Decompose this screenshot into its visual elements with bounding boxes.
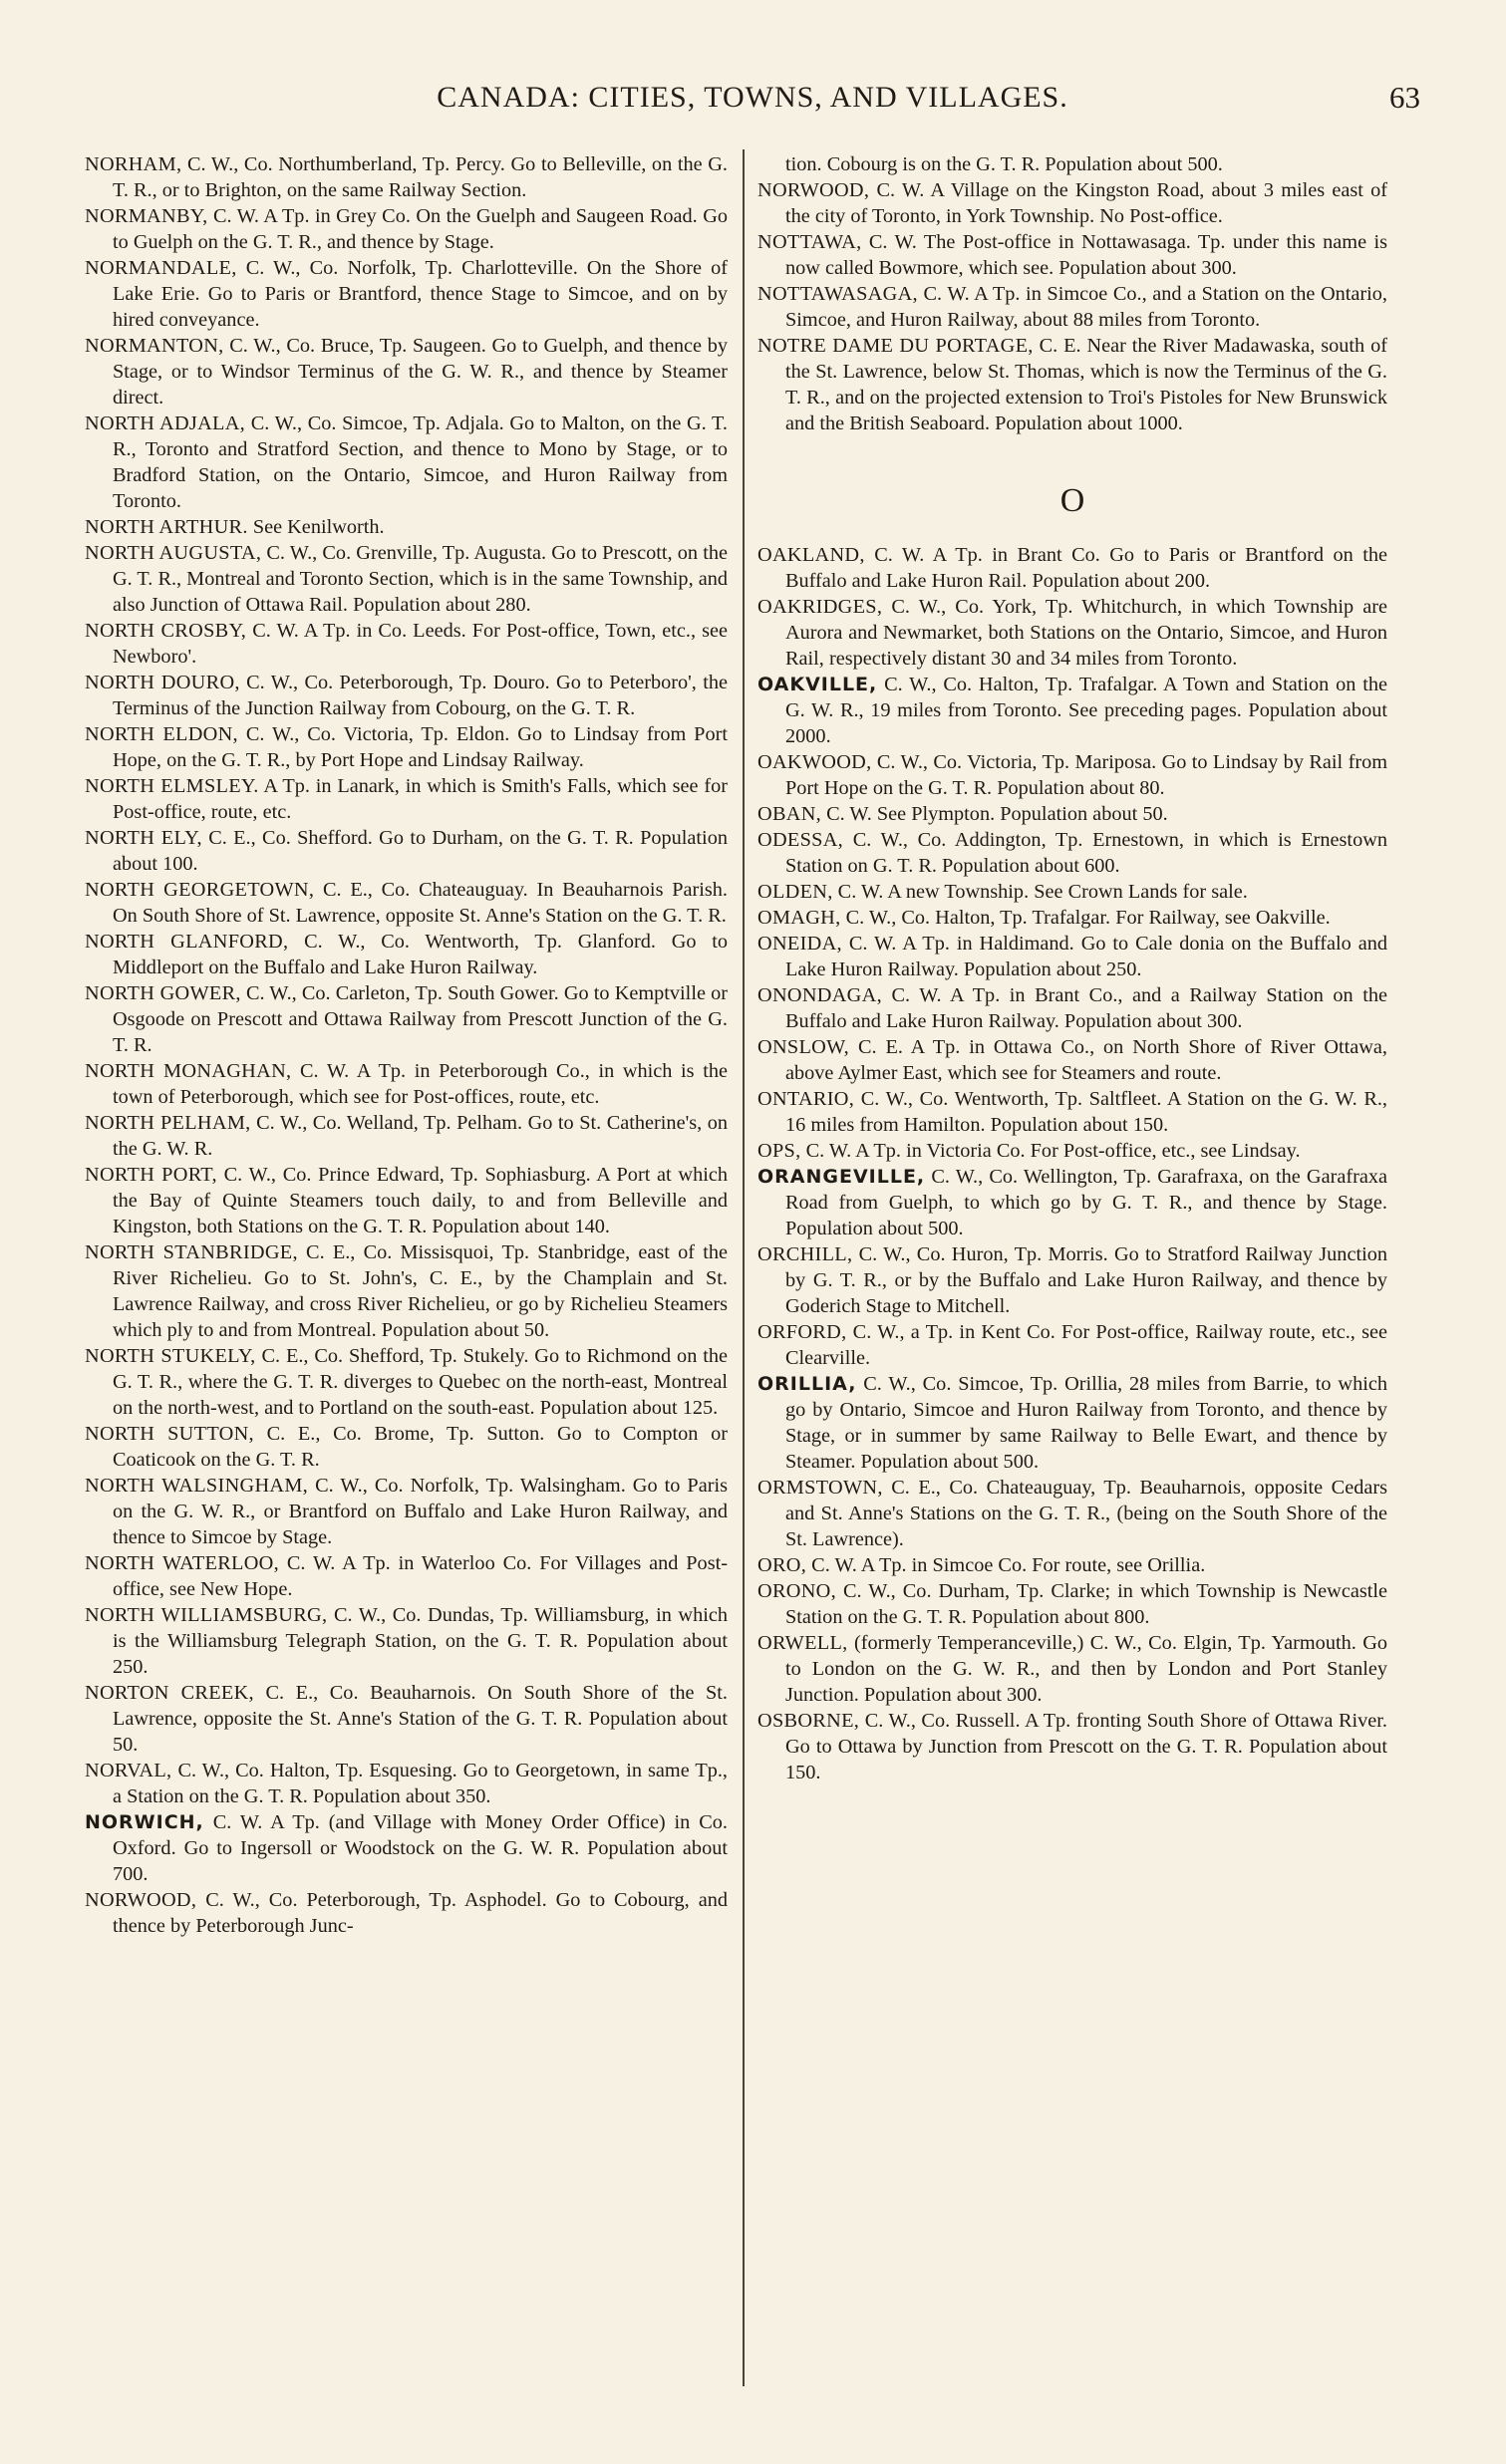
gazetteer-entry [757, 1552, 1387, 1578]
continued-entry-text: tion. Cobourg is on the G. T. R. Population about 500. [785, 153, 1223, 175]
entry-description: C. W., Co. Grenville, Tp. Augusta. Go to Prescott, on the G. T. R., Montreal and Toronto Section, which is in the same Township, and also Junction of Ottawa Rail. Population about 280. [113, 542, 728, 616]
entry-description: C. W. A Tp. in Simcoe Co., and a Station on the Ontario, Simcoe, and Huron Railway, about 88 miles from Toronto. [785, 283, 1387, 331]
entry-place-name: NORTH GOWER, [85, 982, 241, 1004]
gazetteer-entry [85, 1162, 728, 1239]
gazetteer-entry [85, 151, 728, 203]
gazetteer-entry [757, 1164, 1387, 1241]
gazetteer-entry [85, 1058, 728, 1110]
entry-place-name: ORWELL, [757, 1632, 848, 1654]
entry-place-name: NORTH ADJALA, [85, 412, 246, 434]
gazetteer-entry [85, 1809, 728, 1887]
entry-description: C. W. A Tp. in Haldimand. Go to Cale donia on the Buffalo and Lake Huron Railway. Population about 250. [785, 933, 1387, 980]
entry-description: (formerly Temperanceville,) C. W., Co. Elgin, Tp. Yarmouth. Go to London on the G. W. R., and then by London and Port Stanley Junction. Population about 300. [785, 1632, 1387, 1706]
gazetteer-entry [85, 203, 728, 255]
entry-place-name: ORANGEVILLE, [757, 1166, 926, 1188]
entry-description: C. W. A Tp. in Simcoe Co. For route, see Orillia. [811, 1554, 1206, 1576]
entry-description: C. W., Co. Norfolk, Tp. Charlotteville. On the Shore of Lake Erie. Go to Paris or Brantford, thence Stage to Simcoe, and on by hired conveyance. [113, 257, 728, 331]
entry-description: C. W. A Tp. in Grey Co. On the Guelph and Saugeen Road. Go to Guelph on the G. T. R., and thence by Stage. [113, 205, 728, 253]
gazetteer-entry [85, 825, 728, 877]
entry-place-name: ORONO, [757, 1580, 836, 1602]
entry-description: C. E., Co. Brome, Tp. Sutton. Go to Compton or Coaticook on the G. T. R. [113, 1423, 729, 1471]
gazetteer-entry [757, 827, 1387, 879]
entry-description: C. W. A new Township. See Crown Lands for sale. [837, 881, 1248, 903]
gazetteer-entry [757, 1371, 1387, 1475]
entry-description: C. W., Co. Welland, Tp. Pelham. Go to St. Catherine's, on the G. W. R. [113, 1112, 729, 1160]
entry-place-name: NORTH STUKELY, [85, 1345, 256, 1367]
entry-place-name: NORTH MONAGHAN, [85, 1060, 292, 1082]
entry-place-name: ONEIDA, [757, 933, 842, 955]
gazetteer-entry [757, 1319, 1387, 1371]
gazetteer-entry [85, 1602, 728, 1680]
entry-description: C. W., Co. Norfolk, Tp. Walsingham. Go to Paris on the G. W. R., or Brantford on Buffalo and Lake Huron Railway, and thence to Simcoe by Stage. [113, 1475, 728, 1548]
gazetteer-entry [757, 905, 1387, 931]
gazetteer-entry [85, 333, 728, 411]
entry-place-name: NOTTAWA, [757, 231, 862, 253]
entry-description: C. W., Co. Simcoe, Tp. Adjala. Go to Malton, on the G. T. R., Toronto and Stratford Section, and thence to Mono by Stage, or to Bradford Station, on the Ontario, Simcoe, and Huron Railway from Toronto. [113, 412, 728, 512]
entry-description: C. W., Co. Carleton, Tp. South Gower. Go to Kemptville or Osgoode on Prescott and Ottawa Railway from Prescott Junction of the G. T. R. [113, 982, 728, 1056]
entry-description: C. W., Co. Halton, Tp. Trafalgar. For Railway, see Oakville. [845, 907, 1331, 929]
entry-place-name: NOTRE DAME DU PORTAGE, [757, 335, 1034, 357]
entry-description: C. W., Co. Prince Edward, Tp. Sophiasburg. A Port at which the Bay of Quinte Steamers touch daily, to and from Belleville and Kingston, both Stations on the G. T. R. Population about 140. [113, 1164, 728, 1237]
page-header [85, 76, 1420, 120]
entry-place-name: NORTH GEORGETOWN, [85, 879, 315, 901]
entry-description: C. W., Co. Halton, Tp. Esquesing. Go to Georgetown, in same Tp., a Station on the G. T. R. Population about 350. [113, 1760, 728, 1807]
entry-description: C. E., Co. Shefford, Tp. Stukely. Go to Richmond on the G. T. R., where the G. T. R. diverges to Quebec on the north-east, Montreal on the north-west, and to Portland on the south-east. Population about 125. [113, 1345, 729, 1419]
entry-place-name: OAKRIDGES, [757, 596, 883, 618]
right-entries-n [757, 177, 1387, 436]
entry-description: C. W., Co. Victoria, Tp. Mariposa. Go to Lindsay by Rail from Port Hope on the G. T. R. Population about 80. [785, 751, 1387, 799]
entry-place-name: ORMSTOWN, [757, 1477, 883, 1499]
entry-description: C. W., Co. Wentworth, Tp. Saltfleet. A Station on the G. W. R., 16 miles from Hamilton. Population about 150. [785, 1088, 1387, 1136]
entry-description: C. W., Co. Dundas, Tp. Williamsburg, in which is the Williamsburg Telegraph Station, on the G. T. R. Population about 250. [113, 1604, 728, 1678]
page-number: 63 [1389, 80, 1420, 115]
entry-description: C. W. A Tp. in Co. Leeds. For Post-office, Town, etc., see Newboro'. [113, 620, 728, 668]
gazetteer-entry [85, 929, 728, 980]
entry-place-name: ORCHILL, [757, 1243, 853, 1265]
gazetteer-entry [757, 229, 1387, 281]
entry-description: C. W., Co. Victoria, Tp. Eldon. Go to Lindsay from Port Hope, on the G. T. R., by Port Hope and Lindsay Railway. [113, 723, 728, 771]
entry-place-name: NORTH ELY, [85, 827, 202, 849]
entry-description: C. W. A Tp. in Brant Co., and a Railway Station on the Buffalo and Lake Huron Railway. Population about 300. [785, 984, 1387, 1032]
entry-description: C. W. The Post-office in Nottawasaga. Tp. under this name is now called Bowmore, which see. Population about 300. [785, 231, 1387, 279]
entry-place-name: NORTH GLANFORD, [85, 931, 289, 953]
entry-description: C. W. A Tp. in Brant Co. Go to Paris or Brantford on the Buffalo and Lake Huron Rail. Population about 200. [785, 544, 1387, 592]
entry-place-name: OAKLAND, [757, 544, 865, 566]
entry-description: C. W., Co. Durham, Tp. Clarke; in which Township is Newcastle Station on the G. T. R. Population about 800. [785, 1580, 1387, 1628]
entry-description: C. W., Co. Simcoe, Tp. Orillia, 28 miles from Barrie, to which go by Ontario, Simcoe and Huron Railway from Toronto, and thence by Stage, or in summer by same Railway to Belle Ewart, and thence by Steamer. Population about 500. [785, 1373, 1387, 1473]
gazetteer-entry [85, 1680, 728, 1758]
entry-place-name: NORWOOD, [757, 179, 870, 201]
gazetteer-entry [85, 1421, 728, 1473]
gazetteer-entry [85, 980, 728, 1058]
entry-place-name: NORTH PELHAM, [85, 1112, 251, 1134]
entry-description: C. W., Co. Bruce, Tp. Saugeen. Go to Guelph, and thence by Stage, or to Windsor Terminus of the G. W. R., and thence by Steamer direct. [113, 335, 728, 409]
entry-place-name: ONSLOW, [757, 1036, 850, 1058]
entry-description: C. W., Co. Addington, Tp. Ernestown, in which is Ernestown Station on G. T. R. Population about 600. [785, 829, 1387, 877]
gazetteer-entry [757, 931, 1387, 982]
running-title: CANADA: CITIES, TOWNS, AND VILLAGES. [437, 81, 1068, 114]
entry-place-name: OPS, [757, 1140, 801, 1162]
entry-place-name: NORTH WATERLOO, [85, 1552, 279, 1574]
entry-place-name: NORVAL, [85, 1760, 172, 1781]
gazetteer-entry [757, 1708, 1387, 1785]
entry-description: A Tp. in Lanark, in which is Smith's Falls, which see for Post-office, route, etc. [113, 775, 728, 823]
column-divider [743, 149, 745, 2386]
entry-place-name: OSBORNE, [757, 1710, 860, 1732]
entry-place-name: OBAN, [757, 803, 822, 825]
gazetteer-entry [85, 670, 728, 721]
entry-description: C. E., Co. Chateauguay, Tp. Beauharnois, opposite Cedars and St. Anne's Stations on the G. T. R., (being on the South Shore of the St. Lawrence). [785, 1477, 1387, 1550]
right-column [757, 151, 1387, 1785]
right-entries-o [757, 542, 1387, 1785]
gazetteer-entry [757, 281, 1387, 333]
entry-description: C. W. A Tp. in Waterloo Co. For Villages and Post-office, see New Hope. [113, 1552, 728, 1600]
gazetteer-entry [757, 594, 1387, 672]
gazetteer-entry [757, 333, 1387, 436]
entry-place-name: NORTH DOURO, [85, 672, 240, 693]
entry-place-name: NORMANTON, [85, 335, 224, 357]
entry-description: C. W., Co. Wellington, Tp. Garafraxa, on the Garafraxa Road from Guelph, to which go by G. T. R., and thence by Stage. Population about 500. [785, 1166, 1387, 1239]
entry-description: C. E., Co. Shefford. Go to Durham, on the G. T. R. Population about 100. [113, 827, 728, 875]
gazetteer-entry [85, 721, 728, 773]
gazetteer-entry [757, 1475, 1387, 1552]
entry-description: C. E., Co. Missisquoi, Tp. Stanbridge, east of the River Richelieu. Go to St. John's, C. E., by the Champlain and St. Lawrence Railway, and cross River Richelieu, or go by Richelieu Steamers which ply to and from Montreal. Population about 50. [113, 1241, 728, 1341]
entry-place-name: ONTARIO, [757, 1088, 855, 1110]
entry-description: C. W., a Tp. in Kent Co. For Post-office, Railway route, etc., see Clearville. [785, 1321, 1387, 1369]
gazetteer-entry [757, 1034, 1387, 1086]
entry-place-name: NORTH WALSINGHAM, [85, 1475, 309, 1497]
entry-place-name: NORTH PORT, [85, 1164, 217, 1186]
gazetteer-entry [85, 540, 728, 618]
entry-description: C. E. Near the River Madawaska, south of the St. Lawrence, below St. Thomas, which is now the Terminus of the G. T. R., and on the projected extension to Troi's Pistoles for New Brunswick and the British Seaboard. Population about 1000. [785, 335, 1387, 434]
gazetteer-entry [85, 514, 728, 540]
entry-place-name: NORTH AUGUSTA, [85, 542, 262, 564]
gazetteer-entry [757, 1630, 1387, 1708]
entry-place-name: NORTH CROSBY, [85, 620, 247, 642]
entry-place-name: OAKWOOD, [757, 751, 872, 773]
gazetteer-entry [757, 1138, 1387, 1164]
gazetteer-entry [85, 411, 728, 514]
gazetteer-entry [85, 877, 728, 929]
entry-place-name: ORILLIA, [757, 1373, 857, 1395]
entry-description: C. E. A Tp. in Ottawa Co., on North Shore of River Ottawa, above Aylmer East, which see for Steamers and route. [785, 1036, 1387, 1084]
section-letter-heading: O [1059, 482, 1085, 519]
entry-place-name: NORWICH, [85, 1811, 204, 1833]
entry-place-name: NOTTAWASAGA, [757, 283, 918, 305]
entry-place-name: OAKVILLE, [757, 674, 878, 695]
gazetteer-entry [757, 1241, 1387, 1319]
entry-place-name: ORFORD, [757, 1321, 847, 1343]
gazetteer-entry [757, 672, 1387, 749]
gazetteer-entry [757, 879, 1387, 905]
entry-description: C. W. See Plympton. Population about 50. [826, 803, 1168, 825]
entry-description: C. W., Co. Peterborough, Tp. Asphodel. Go to Cobourg, and thence by Peterborough Junc- [113, 1889, 728, 1937]
entry-place-name: NORTH STANBRIDGE, [85, 1241, 298, 1263]
entry-place-name: NORTH WILLIAMSBURG, [85, 1604, 328, 1626]
entry-description: C. W., Co. Russell. A Tp. fronting South Shore of Ottawa River. Go to Ottawa by Junction from Prescott on the G. T. R. Population about 150. [785, 1710, 1387, 1783]
gazetteer-entry [85, 618, 728, 670]
entry-place-name: NORTON CREEK, [85, 1682, 254, 1704]
gazetteer-entry [85, 1343, 728, 1421]
gazetteer-entry [757, 801, 1387, 827]
gazetteer-entry [757, 542, 1387, 594]
entry-place-name: NORMANBY, [85, 205, 208, 227]
entry-description: C. W., Co. Huron, Tp. Morris. Go to Stratford Railway Junction by G. T. R., or by the Buffalo and Lake Huron Railway, and thence by Goderich Stage to Mitchell. [785, 1243, 1387, 1317]
gazetteer-entry [85, 773, 728, 825]
entry-description: C. W. A Village on the Kingston Road, about 3 miles east of the city of Toronto, in York Township. No Post-office. [785, 179, 1387, 227]
entry-place-name: NORWOOD, [85, 1889, 197, 1911]
entry-place-name: ONONDAGA, [757, 984, 882, 1006]
entry-description: C. W. A Tp. in Peterborough Co., in which is the town of Peterborough, which see for Post-offices, route, etc. [113, 1060, 728, 1108]
entry-place-name: OLDEN, [757, 881, 833, 903]
gazetteer-entry [85, 255, 728, 333]
entry-description: C. W., Co. Halton, Tp. Trafalgar. A Town and Station on the G. W. R., 19 miles from Toronto. See preceding pages. Population about 2000. [785, 674, 1388, 747]
entry-description: C. W., Co. Wentworth, Tp. Glanford. Go to Middleport on the Buffalo and Lake Huron Railway. [113, 931, 728, 978]
entry-place-name: NORTH ELDON, [85, 723, 238, 745]
entry-description: C. W., Co. York, Tp. Whitchurch, in which Township are Aurora and Newmarket, both Stations on the Ontario, Simcoe, and Huron Rail, respectively distant 30 and 34 miles from Toronto. [785, 596, 1387, 670]
entry-description: C. W., Co. Northumberland, Tp. Percy. Go to Belleville, on the G. T. R., or to Brighton, on the same Railway Section. [113, 153, 728, 201]
entry-place-name: NORTH SUTTON, [85, 1423, 254, 1445]
gazetteer-entry [757, 1086, 1387, 1138]
gazetteer-entry [757, 177, 1387, 229]
gazetteer-entry [85, 1239, 728, 1343]
entry-description: C. W. A Tp. (and Village with Money Order Office) in Co. Oxford. Go to Ingersoll or Woodstock on the G. W. R. Population about 700. [113, 1811, 728, 1885]
entry-place-name: ORO, [757, 1554, 807, 1576]
entry-place-name: NORHAM, [85, 153, 182, 175]
gazetteer-entry [85, 1550, 728, 1602]
entry-description: C. E., Co. Chateauguay. In Beauharnois Parish. On South Shore of St. Lawrence, opposite St. Anne's Station on the G. T. R. [113, 879, 728, 927]
gazetteer-entry [85, 1110, 728, 1162]
entry-place-name: ODESSA, [757, 829, 844, 851]
gazetteer-entry [757, 982, 1387, 1034]
entry-place-name: OMAGH, [757, 907, 841, 929]
gazetteer-entry [85, 1758, 728, 1809]
gazetteer-entry [757, 1578, 1387, 1630]
entry-place-name: NORMANDALE, [85, 257, 237, 279]
gazetteer-entry [757, 749, 1387, 801]
entry-description: C. W., Co. Peterborough, Tp. Douro. Go to Peterboro', the Terminus of the Junction Railway from Cobourg, on the G. T. R. [113, 672, 728, 719]
entry-description: See Kenilworth. [252, 516, 385, 538]
left-column [85, 151, 728, 1939]
entry-place-name: NORTH ARTHUR. [85, 516, 248, 538]
entry-place-name: NORTH ELMSLEY. [85, 775, 259, 797]
entry-description: C. E., Co. Beauharnois. On South Shore of the St. Lawrence, opposite the St. Anne's Station of the G. T. R. Population about 50. [113, 1682, 729, 1756]
entry-description: C. W. A Tp. in Victoria Co. For Post-office, etc., see Lindsay. [805, 1140, 1301, 1162]
gazetteer-entry [85, 1887, 728, 1939]
gazetteer-entry [85, 1473, 728, 1550]
